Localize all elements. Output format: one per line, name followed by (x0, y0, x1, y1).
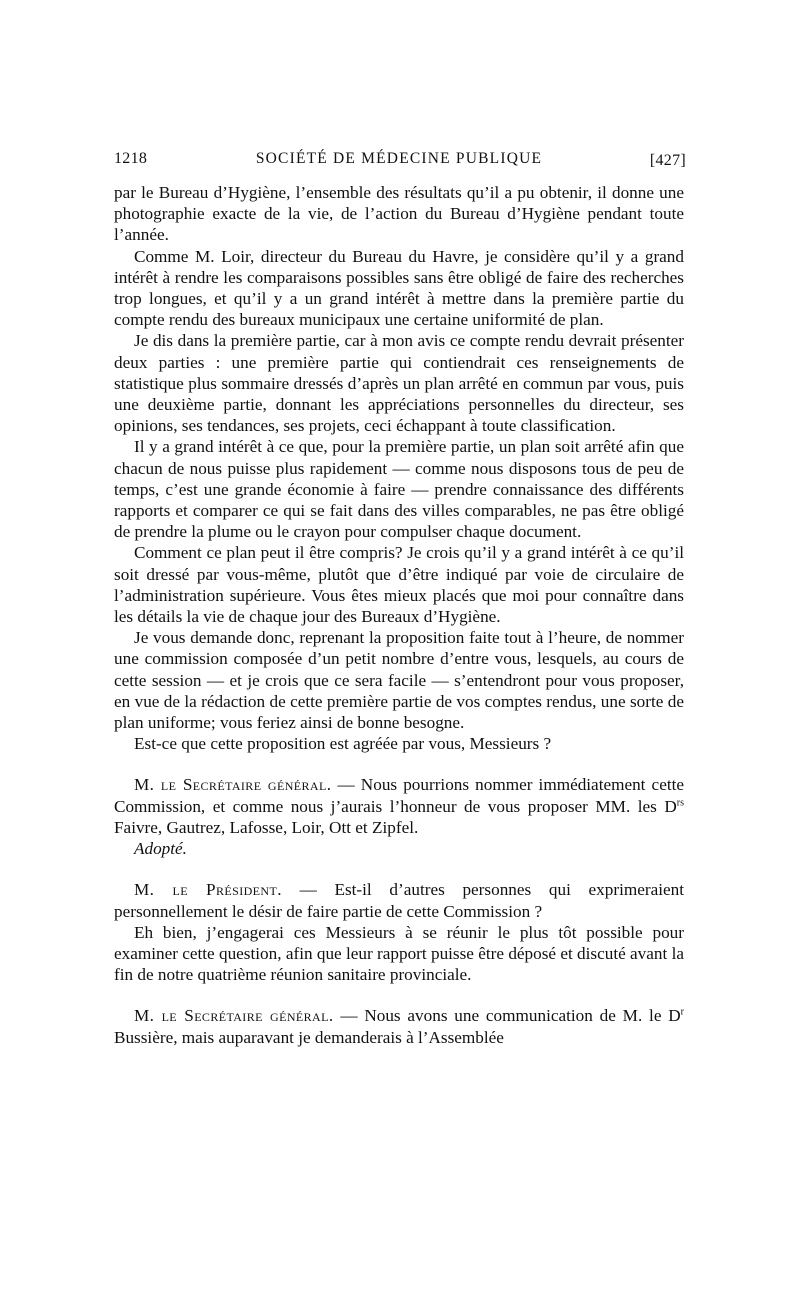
paragraph: Il y a grand intérêt à ce que, pour la première partie, un plan soit arrêté afin que chacun de nous puisse plus rapidement — comme nous disposons tous de peu de temps, c’est une grande économie à faire — prendre connaissance des différents rapports et comparer ce qui se fait dans des villes comparables, ne pas être obligé de prendre la plume ou le crayon pour compulser chaque document. (114, 437, 684, 542)
paragraph: Comme M. Loir, directeur du Bureau du Havre, je considère qu’il y a grand intérêt à rendre les comparaisons possibles sans être obligé de faire des recherches trop longues, et qu’il y a un grand intérêt à mettre dans la première partie du compte rendu des bureaux municipaux une certaine uniformité de plan. (114, 246, 684, 330)
body-text (114, 182, 684, 1048)
bracketed-page-number: [427] (649, 152, 686, 169)
speech-text: Bussière, mais auparavant je demanderais à l’Assemblée (114, 1027, 504, 1047)
speech-president (114, 879, 684, 921)
paragraph: Je dis dans la première partie, car à mon avis ce compte rendu devrait présenter deux parties : une première partie qui contiendrait ces renseignements de statistique plus sommaire dressés d’après un plan arrêté en commun par vous, puis une deuxième partie, donnant les appréciations personnelles du directeur, ses opinions, ses tendances, ses projets, ceci échappant à toute classification. (114, 331, 684, 436)
speech-secretary (114, 774, 684, 838)
paragraph: Eh bien, j’engagerai ces Messieurs à se réunir le plus tôt possible pour examiner cette question, afin que leur rapport puisse être déposé et discuté avant la fin de notre quatrième réunion sanitaire provinciale. (114, 922, 684, 985)
page-number: 1218 (114, 150, 148, 167)
paragraph: Est-ce que cette proposition est agréée par vous, Messieurs ? (134, 734, 552, 754)
paragraph: par le Bureau d’Hygiène, l’ensemble des résultats qu’il a pu obtenir, il donne une photographie exacte de la vie, de l’action du Bureau d’Hygiène pendant toute l’année. (114, 183, 684, 245)
speech-text: — Nous avons une communication de M. le D (333, 1006, 681, 1026)
speech-secretary (114, 1005, 684, 1047)
decision-text: Adopté. (134, 839, 187, 859)
running-title: SOCIÉTÉ DE MÉDECINE PUBLIQUE (255, 150, 543, 167)
speech-text: Faivre, Gautrez, Lafosse, Loir, Ott et Zipfel. (114, 817, 419, 837)
speaker-name: M. le Secrétaire général. (134, 775, 332, 795)
superscript: r (680, 1006, 684, 1018)
paragraph: Comment ce plan peut il être compris? Je crois qu’il y a grand intérêt à ce qu’il soit dressé par vous-même, plutôt que d’être indiqué par voie de circulaire de l’administration supérieure. Vous êtes mieux placés que moi pour connaître dans les détails la vie de chaque jour des Bureaux d’Hygiène. (114, 543, 684, 627)
speaker-name: M. le Président. (134, 880, 282, 900)
decision (114, 838, 684, 859)
superscript: rs (676, 796, 684, 808)
speech-text: — Nous pourrions nommer immédiatement cette Commission, et comme nous j’aurais l’honneur de vous proposer MM. les D (114, 775, 684, 816)
speaker-name: M. le Secrétaire général. (134, 1006, 334, 1026)
speech-text: — Est-il d’autres personnes qui exprimeraient personnellement le désir de faire partie de cette Commission ? (114, 880, 684, 921)
paragraph: Je vous demande donc, reprenant la proposition faite tout à l’heure, de nommer une commission composée d’un petit nombre d’entre vous, lesquels, au cours de cette session — et je crois que ce sera facile — s’entendront pour vous proposer, en vue de la rédaction de cette première partie de vos comptes rendus, une sorte de plan uniforme; vous feriez ainsi de bonne besogne. (114, 628, 684, 733)
running-header (114, 150, 684, 176)
document-page (114, 150, 684, 1048)
